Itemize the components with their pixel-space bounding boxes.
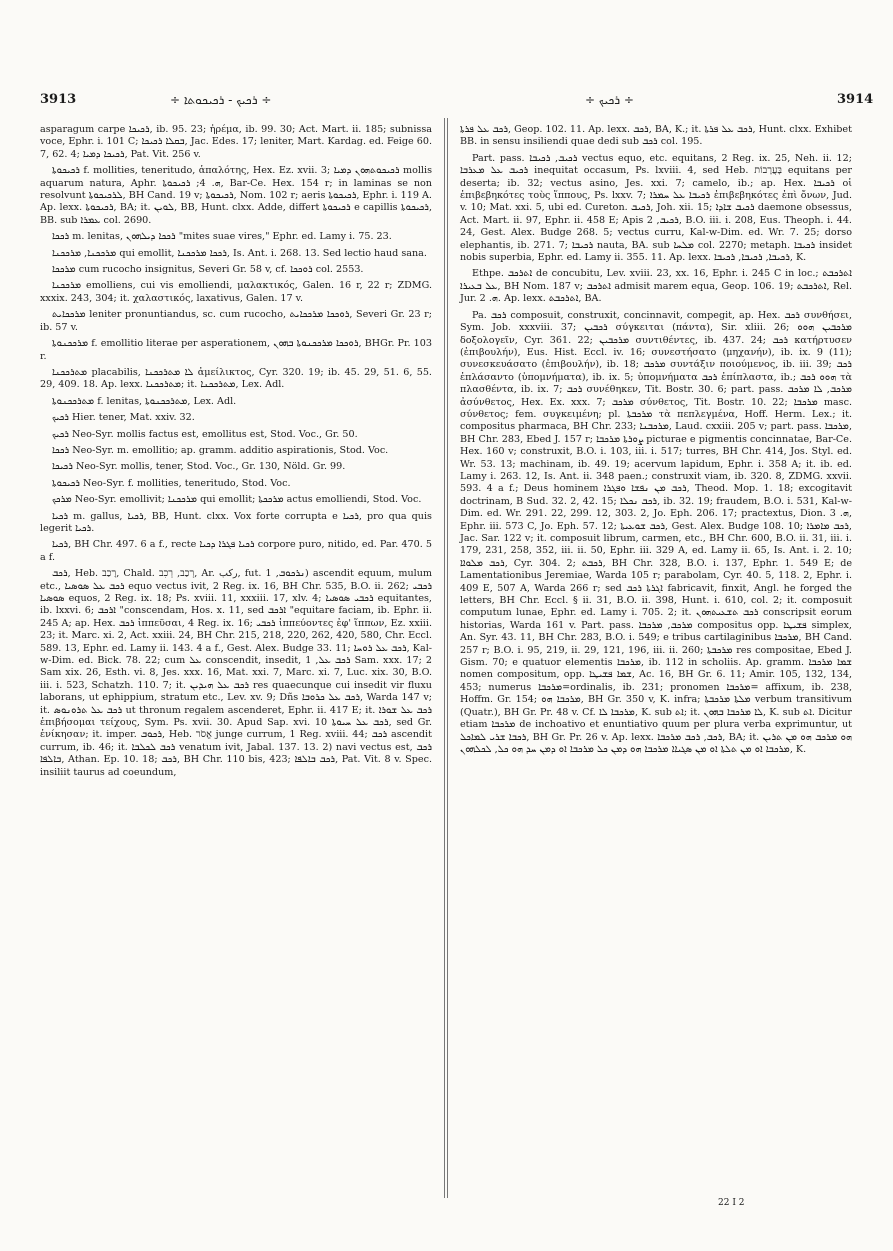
- entry-paragraph: ܡܬܪܟܟܢܐ placabilis, ܠܐ ܡܬܪܟܟܢܐ ἀμείλικτος, Cyr. 320. 19; ib. 45. 29, 51. 6, 55. 29, 409. 18. Ap. lexx. ܡܬܪܟܟܢܐ; it. ܡܬܪܟܟܢܐ, Lex. Adl.: [40, 366, 432, 391]
- entry-paragraph: Ethpe. ܐܬܪܟܒ de concubitu, Lev. xviii. 23, xx. 16, Ephr. i. 245 C in loc.; ܐܬܪܟܒܬ ܥܠ ܒܥܝܪܐ, BH Nom. 187 v; ܐܬܪܟܒ admisit marem equa, Geop. 106. 19; ܐܬܪܟܒܬ, Rel. Jur. ܗ. 2. Ap. lexx. ܐܬܪܟܒܬ, BA.: [460, 268, 853, 305]
- entry-paragraph: ܡܪܟܟܢܐ, ܡܪܟܟܢܐ qui emollit, ܪܟܟܐ ܡܪܟܟܢܐ, Is. Ant. i. 268. 13. Sed lectio haud sana.: [52, 247, 427, 259]
- entry-paragraph: Pa. ܪܟܒ composuit, construxit, concinnavit, compegit, ap. Hex. ܪܟܒ συνθήσει, Sym. Job. xxxviii. 37; ܪܟܒܝܢ σύγκειται (πάντα), Sir. xliii. 26; ܡܪܟܒܝܢ ܗܘܘ δοξολογεῖν, Cyr. 361. 22; ܡܪܟܒܝܢ συντιθέντες, ib. 437. 24; ܪܟܒ κατήρτυσεν (ἐπιβουλήν), Eus. Hist. Eccl. iv. 16; συνεστήσατο (μηχανήν), ib. ix. 9 (11); συνεσκευάσατο (ἐπιβουλήν), ib. 18; ܡܪܟܒ συντάξιν ποιούμενος, ib. iii. 39; ܪܟܒ ἐπλάσαντο (ὑπομνήματα), ib. ix. 5; ὑπομνήματα ܪܟܒ ἐπίπλαστα, ib.; ܗܘܘ ܪܟܒ τὰ πλασθέντα, ib. ix. 7; ܪܟܒ συνέθηκεν, Tit. Bostr. 30. 6; part. pass. ܡܪܟܒ, ܠܐ ܡܪܟܒ ἀσύνθετος, Hex. Ex. xxx. 7; ܡܪܟܒ σύνθετος, Tit. Bostr. 10. 22; ܡܪܟܒܐ masc. σύνθετος; fem. συγκειμένη; pl. ܡܪܟܒܬܐ τὰ πεπλεγμένα, Hoff. Herm. Lex.; it. compositus pharmaca, BH Chr. 233; ܡܪܟܒܢܐ, Laud. cxxiii. 205 v; part. pass. ܡܪܟܒܐ, BH Chr. 283, Ebed J. 157 r; ܨܘܪܬܐ ܡܪܟܒܐ picturae e pigmentis concinnatae, Bar-Ce. Hex. 160 v; construxit, B.O. i. 103, iii. i. 517; turres, BH Chr. 414, Jos. Styl. ed. Wr. 53. 13; machinam, ib. 49. 19; acervum lapidum, Ephr. i. 358 A; it. ib. ed. Lamy i. 263. 12, Is. Ant. ii. 348 paen.; construxit viam, ib. 320. 8, ZDMG. xxvii. 593. 4 a f.; Deus hominem ܪܟܒ ܡܢ ܢܦܫܐ ܘܦܓܪܐ, Theod. Mop. 1. 18; excogitavit doctrinam, B Sud. 32. 2, 42. 15; ܪܟܒ ܢܟܠܐ, ib. 32. 19; fraudem, B.O. i. 531, Kal-w-Dim. ed. Wr. 291. 22, 299. 12, 303. 2, Jo. Eph. 206. 17; practextus, Dion. ܗ. 3, Ephr. iii. 573 C, Jo. Eph. 57. 12; ܪܟܒ ܫܘܥܝܬܐ, Gest. Alex. Budge 108. 10; ܪܟܒ ܡܐܡܪܐ, Jac. Sar. 122 v; it. composuit librum, carmen, etc., BH Chr. 600, B.O. ii. 31, iii. i. 179, 231, 258, 352, iii. ii. 50, Ephr. iii. 329 A, ed. Lamy ii. 65, Is. Ant. i. 2. 10; ܪܟܒ ܡܠܘܐܐ, Cyr. 304. 2; ܪܟܒܬ, BH Chr. 328, B.O. i. 137, Ephr. 1. 549 E; de Lamentationibus Jeremiae, Warda 105 r; parabolam, Cyr. 40. 5, 118. 2, Ephr. i. 409 E, 507 A, Warda 266 r; sed ܐܓܪܬܐ ܪܟܒ fabricavit, finxit, Angl. he forged the letters, BH Chr. Eccl. § ii. 31, B.O. ii. 398, Hunt. i. 610, col. 2; it. composuit computum lunae, Ephr. ed. Lamy i. 705. 2; it. ܪܟܒ ܬܫܥܝܬܗܘܢ conscripsit eorum historias, Warda 161 v. Part. pass. ܡܪܟܒ, ܡܪܟܒܐ compositus opp. ܦܫܝܛܐ simplex, An. Syr. 43. 11, BH Chr. 283, B.O. i. 549; e tribus cartilaginibus ܡܪܟܒܐ, BH Cand. 257 r; B.O. i. 95, 219, ii. 29, 121, 196, iii. ii. 260; ܡܪܟܒܬܐ res compositae, Ebed J. Gism. 70; e quatuor elementis ܡܪܟܒܐ, ib. 112 in scholiis. Ap. gramm. ܫܡܐ ܡܪܟܒܐ nomen compositum, opp. ܫܡܐ ܦܫܝܛܐ, Ac. 16, BH Gr. 6. 11; Amir. 105, 132, 134, 453; numerus ܡܪܟܒܐ=ordinalis, ib. 231; pronomen ܡܪܟܒܐ= affixum, ib. 238, Hoffm. Gr. 154; ܡܪܟܒܐ ܗܘ, BH Gr. 350 v, K. infra; ܡܠܬܐ ܡܪܟܒܬܐ verbum transitivum (Quatr.), BH Gr. Pr. 48 v. Cf. ܡܪܟܒܐ ܠܐ, K. sub ܐܬ; it. ܠܐ ܡܪܟܒܐ ܒܗܘܢ, K. sub ܐܬ. Dicitur etiam ܡܪܟܒܐ de inchoativo et enuntiativo quum per plura verba exprimuntur, ut ܪܟܒܐ ܫܪܝ ܠܡܐܟܠ, BH Gr. Pr. 26 v. Ap. lexx. ܪܟܒ, ܪܟܒ ܡܪܟܒܐ, BA; it. ܗܘ ܡܪܟܒ ܗܘ ܡܢ ܬܪܝܢ ܡܪܟܒܐ ܐܘ ܡܢ ܬܠܬܐ ܐܘ ܡܢ ܣܓܝܐܐ ܡܪܟܒܐ ܗܘ ܕܡܢ ܟܠ ܡܪܟܒܐ ܐܘ ܕܡܢ ܚܕ ܗܘ ܟܠ, ܠܟܠܗܘܢ, K.: [460, 309, 853, 755]
- entry-paragraph: ܡܪܟܟܢܐ emolliens, cui vis emolliendi, μαλακτικός, Galen. 16 r, 22 r; ZDMG. xxxix. 243, 304; it. χαλαστικός, laxativus, Galen. 17 v.: [40, 280, 432, 304]
- entry-paragraph: ܪܟܝܟܘܬܐ Neo-Syr. f. mollities, teneritudo, Stod. Voc.: [52, 477, 291, 489]
- entry-paragraph: ܪܟܝܟ Hier. tener, Mat. xxiv. 32.: [52, 412, 195, 424]
- entry-paragraph: ܡܪܟܟܢܘܬܐ f. emollitio literae per asperationem, ܪܘܟܟܐ ܡܪܟܟܢܘܬܐ ܒܗܘܢ, BHGr. Pr. 103 r.: [40, 338, 432, 362]
- right-column: [460, 124, 852, 760]
- entry-paragraph: ܡܬܪܟܟܢܘܬܐ f. lenitas, ܡܬܪܟܟܢܘܬܐ, Lex. Adl.: [52, 395, 237, 407]
- column-divider-inner: [447, 118, 448, 1198]
- entry-paragraph: ܪܟܝܟܘܬܐ f. mollities, teneritudo, ἁπαλότης, Hex. Ez. xvii. 3; ܪܟܝܟܘܬܗܘܢ ܕܡܝܐ mollis aquarum natura, Aphr. ܗ. 4; ܪܟܝܟܘܬܐ, Bar-Ce. Hex. 154 r; in laminas se non resolvunt ܠܪܟܝܟܘܬܐ, BH Cand. 19 v; ܪܟܝܟܘܬܐ, Nom. 102 r; aeris ܪܟܝܟܘܬܐ, Ephr. i. 119 A. Ap. lexx. ܪܟܝܟܘܬܐ, BA; it. ܠܘܝܢ, BB, Hunt. clxx. Adde, differt ܪܟܝܟܘܬܐ e capillis ܪܟܝܟܘܬܐ, BB. sub ܥܡܪܐ col. 2690.: [40, 165, 432, 226]
- entry-paragraph: ܪܟܒ, Heb. רָכַב, Chald. רְכַב, רְכִב, Ar. ركب, fut. ܢܪܟܘܒ, 1) ascendit equum, mulum etc., ܪܟܒ ܥܠ ܣܘܣܝܐ equo vectus ivit, 2 Reg. ix. 16, BH Chr. 535, B.O. ii. 262; ܪܟܒܝ ܣܘܣܝܐ equos, 2 Reg. ix. 18; Ps. xviii. 11, xxxiii. 17, xlv. 4; ܪܟܒܝ ܣܘܣܝܐ equitantes, ib. lxxvi. 6; ܐܪܟܒ "conscendam, Hos. x. 11, sed ܐܪܟܒ "equitare faciam, ib. Ephr. ii. 245 A; ap. Hex. ܪܟܒ ἱππεῦσαι, 4 Reg. ix. 16; ܪܟܒܝ ἱππεύοντες ἐφ' ἵππων, Ez. xxiii. 23; it. Marc. xi. 2, Act. xxiii. 24, BH Chr. 215, 218, 220, 262, 420, 580, Chr. Eccl. 589. 13, Ephr. ed. Lamy ii. 143. 4 a f., Gest. Alex. Budge 33. 11; ܪܟܒ ܥܠ ܪܘܚܐ, Kal-w-Dim. ed. Bick. 78. 22; cum ܥܠ conscendit, insedit, ܪܟܒ ܥܠ, 1 Sam. xxx. 17; 2 Sam xix. 26, Esth. vi. 8, Jes. xxx. 16, Mat. xxi. 7, Marc. xi. 7, Luc. xix. 30, B.O. iii. i. 523, Schatzh. 110. 7; it. ܪܟܒ ܥܠ ܗܝܕܝܢ res quaecunque cui insedit vir fluxu laborans, ut ephippium, stratum etc., Lev. xv. 9; Dñs ܪܟܒ ܥܠ ܟܪܘܒܐ, Warda 147 v; it. ܪܟܒ ܥܠ ܬܪܘܢܘܣ ut thronum regalem ascenderet, Ephr. ii. 417 E; it. ܪܟܒ ܥܠ ܫܘܪܐ ἐπιβήσομαι τείχους, Sym. Ps. xvii. 30. Apud Sap. xvi. 10 ܪܟܒ ܥܠ ܚܝܘܬܐ, sed Gr. ἐνίκησαν; it. imper. ܪܟܘܒ, Heb. אֱסֹר junge currum, 1 Reg. xviii. 44; ܪܟܒ ascendit currum, ib. 46; it. ܪܟܒ ܠܟܠܒܐ venatum ivit, Jabal. 137. 13. 2) navi vectus est, ܪܟܒ ܒܐܠܦܐ, Athan. Ep. 10. 18; ܪܟܒ, BH Chr. 110 bis, 423; ܪܟܒ ܒܐܠܦܐ, Pat. Vit. 8 v. Spec. insiliit taurus ad coeundum,: [40, 568, 433, 778]
- entry-paragraph: asparagum carpe ܪܟܝܟܐ, ib. 95. 23; ἠρέμα, ib. 99. 30; Act. Mart. ii. 185; subnissa voce, Ephr. i. 101 C; ܒܩܠܐ ܪܟܝܟܐ, Jac. Edes. 17; leniter, Mart. Kardag. ed. Feige 60. 7, 62. 4; ܪܟܝܟܐ ܕܡܝܐ, Pat. Vit. 256 v.: [40, 124, 433, 160]
- entry-paragraph: ܡܪܟܟܐܝܬ leniter pronuntiandus, sc. cum rucocho, ܪܘܟܟܐ ܡܪܟܟܐܝܬ, Severi Gr. 23 r; ib. 57 v.: [40, 309, 432, 333]
- entry-paragraph: ܪܟܝܐ, BH Chr. 497. 6 a f., recte ܪܟܝܐ ܦܓܪܐ ܕܟܝܐ corpore puro, nitido, ed. Par. 470. 5 a f.: [40, 539, 432, 563]
- entry-paragraph: ܪܟܟܐ m. lenitas, ܪܟܟܐ ܕܝܠܗܘܢ "mites suae vires," Ephr. ed. Lamy i. 75. 23.: [52, 231, 392, 243]
- entry-paragraph: ܪܟܝܐ m. gallus, ܪܟܝܐ, BB, Hunt. clxx. Vox forte corrupta e ܪܟܝܐ, pro qua quis legerit ܪܟܝܐ.: [40, 510, 432, 534]
- entry-paragraph: ܪܟܒ ܥܠ ܦܪܬܐ, Geop. 102. 11. Ap. lexx. ܪܟܒ, BA, K.; it. ܪܟܒ ܥܠ ܦܪܬܐ, Hunt. clxx. Exhibet BB. in sensu insiliendi quae dedi sub ܪܟܒ col. 195.: [460, 124, 852, 148]
- entry-paragraph: ܪܟܝܟ Neo-Syr. mollis factus est, emollitus est, Stod. Voc., Gr. 50.: [52, 428, 358, 440]
- entry-paragraph: Part. pass. ܪܟܝܒ, ܪܟܝܒܐ vectus equo, etc. equitans, 2 Reg. ix. 25, Neh. ii. 12; ܪܟܝܒ ܥܠ ܡܥܪܒܐ inequitat occasum, Ps. lxviii. 4, sed Heb. בָּעֲרָבוֹת equitans per deserta; ib. 32; vectus asino, Jes. xxi. 7; camelo, ib.; ap. Hex. ܪܟܝܒܐ οἱ ἐπιβεβηκότες τοὺς ἵππους, Ps. lxxv. 7; ܪܟܝܒܐ ܥܠ ܚܡܪܐ ἐπιβεβηκότες ἐπὶ ὄνων, Jud. v. 10; Mat. xxi. 5, ubi ed. Cureton. ܪܟܝܒ, Joh. xii. 15; ܪܟܝܒ ܫܐܕܐ daemone obsessus, Act. Mart. ii. 97, Ephr. ii. 458 E; Apis ܪܟܝܒ, 2, B.O. iii. i. 208, Eus. Theoph. i. 44. 24, Gest. Alex. Budge 268. 5; vectus curru, Kal-w-Dim. ed. Wr. 7. 25; dorso elephantis, ib. 271. 7; ܪܟܝܒܐ nauta, BA. sub ܡܠܚܐ col. 2270; metaph. ܪܟܝܒܐ insidet nobis superbia, Ephr. ed. Lamy ii. 355. 11. Ap. lexx. ܪܟܝܒܐ, ܪܟܝܒܐ, ܪܟܝܒܐ, K.: [460, 152, 853, 264]
- entry-paragraph: ܪܟܝܟܐ Neo-Syr. mollis, tener, Stod. Voc., Gr. 130, Nöld. Gr. 99.: [52, 461, 346, 473]
- left-column: [40, 124, 432, 783]
- printer-signature: 22 I 2: [718, 1198, 745, 1208]
- column-divider: [444, 118, 445, 1198]
- entry-paragraph: ܪܟܟܐ Neo-Syr. m. emollitio; ap. gramm. additio aspirationis, Stod. Voc.: [52, 444, 389, 456]
- running-head-left: ÷ ܪܟܝܟ - ܪܟܝܟܘܬܐ ÷: [170, 93, 272, 107]
- page-number-left: 3913: [40, 92, 77, 107]
- running-head-right: ÷ ܪܟܝܟ ÷: [585, 93, 634, 107]
- entry-paragraph: ܡܪܟܟ Neo-Syr. emollivit; ܡܪܟܟܢܐ qui emollit; ܡܪܟܟܬܐ actus emolliendi, Stod. Voc.: [52, 494, 422, 506]
- page-number-right: 3914: [837, 92, 874, 107]
- entry-paragraph: ܡܪܟܟܐ cum rucocho insignitus, Severi Gr. 58 v, cf. ܪܘܟܟܐ col. 2553.: [52, 264, 364, 276]
